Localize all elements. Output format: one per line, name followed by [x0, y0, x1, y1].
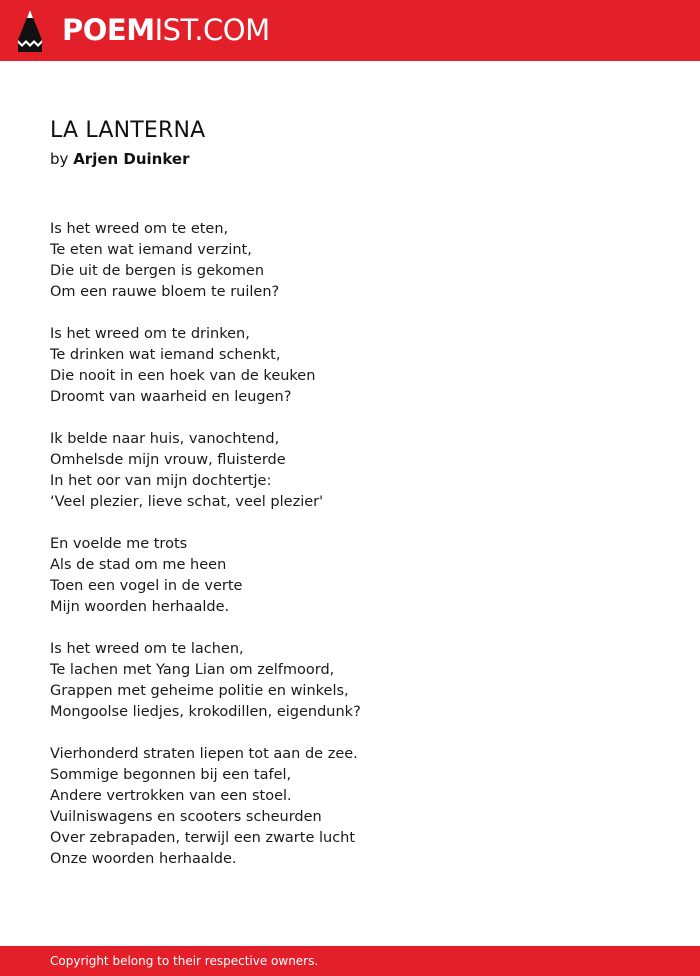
poem-line: Onze woorden herhaalde. — [50, 851, 237, 867]
copyright-text: Copyright belong to their respective owners. — [50, 954, 319, 968]
stanza — [50, 219, 650, 303]
stanza — [50, 429, 650, 513]
by-label: by — [50, 150, 69, 168]
poem-line: Ik belde naar huis, vanochtend, — [50, 431, 280, 447]
poem-line: Andere vertrokken van een stoel. — [50, 788, 292, 804]
poem-line: ‘Veel plezier, lieve schat, veel plezier' — [50, 494, 324, 510]
poem-line: Droomt van waarheid en leugen? — [50, 389, 292, 405]
poem-title: LA LANTERNA — [50, 118, 206, 143]
poem-line: Vuilniswagens en scooters scheurden — [50, 809, 322, 825]
poem-line: In het oor van mijn dochtertje: — [50, 473, 272, 489]
stanza — [50, 534, 650, 618]
poem-line: Te drinken wat iemand schenkt, — [50, 347, 281, 363]
poem-line: Als de stad om me heen — [50, 557, 227, 573]
logo-name-bold: POEM — [62, 13, 155, 47]
site-footer — [0, 946, 700, 976]
poem-line: Sommige begonnen bij een tafel, — [50, 767, 292, 783]
poem-line: Grappen met geheime politie en winkels, — [50, 683, 349, 699]
logo-name-light: IST.COM — [154, 13, 270, 47]
poem-line: Is het wreed om te drinken, — [50, 326, 250, 342]
byline — [50, 149, 190, 169]
poem-line: Omhelsde mijn vrouw, fluisterde — [50, 452, 286, 468]
poem-line: Om een rauwe bloem te ruilen? — [50, 284, 280, 300]
site-header — [0, 0, 700, 61]
poem-line: Te lachen met Yang Lian om zelfmoord, — [50, 662, 335, 678]
poem-line: Toen een vogel in de verte — [50, 578, 243, 594]
poem-line: Te eten wat iemand verzint, — [50, 242, 252, 258]
poem-line: Mijn woorden herhaalde. — [50, 599, 230, 615]
poem-line: Die uit de bergen is gekomen — [50, 263, 265, 279]
poem-line: Is het wreed om te lachen, — [50, 641, 244, 657]
poem-line: Over zebrapaden, terwijl een zwarte lucht — [50, 830, 356, 846]
author-name: Arjen Duinker — [73, 150, 190, 168]
stanza — [50, 744, 650, 870]
pencil-tip-icon[interactable] — [18, 10, 42, 52]
site-logo[interactable] — [62, 13, 270, 47]
poem-line: En voelde me trots — [50, 536, 188, 552]
poem-line: Mongoolse liedjes, krokodillen, eigendunk? — [50, 704, 361, 720]
stanza — [50, 324, 650, 408]
poem-body — [50, 219, 650, 891]
poem-line: Die nooit in een hoek van de keuken — [50, 368, 316, 384]
poem-line: Is het wreed om te eten, — [50, 221, 229, 237]
stanza — [50, 639, 650, 723]
poem-line: Vierhonderd straten liepen tot aan de zee. — [50, 746, 358, 762]
